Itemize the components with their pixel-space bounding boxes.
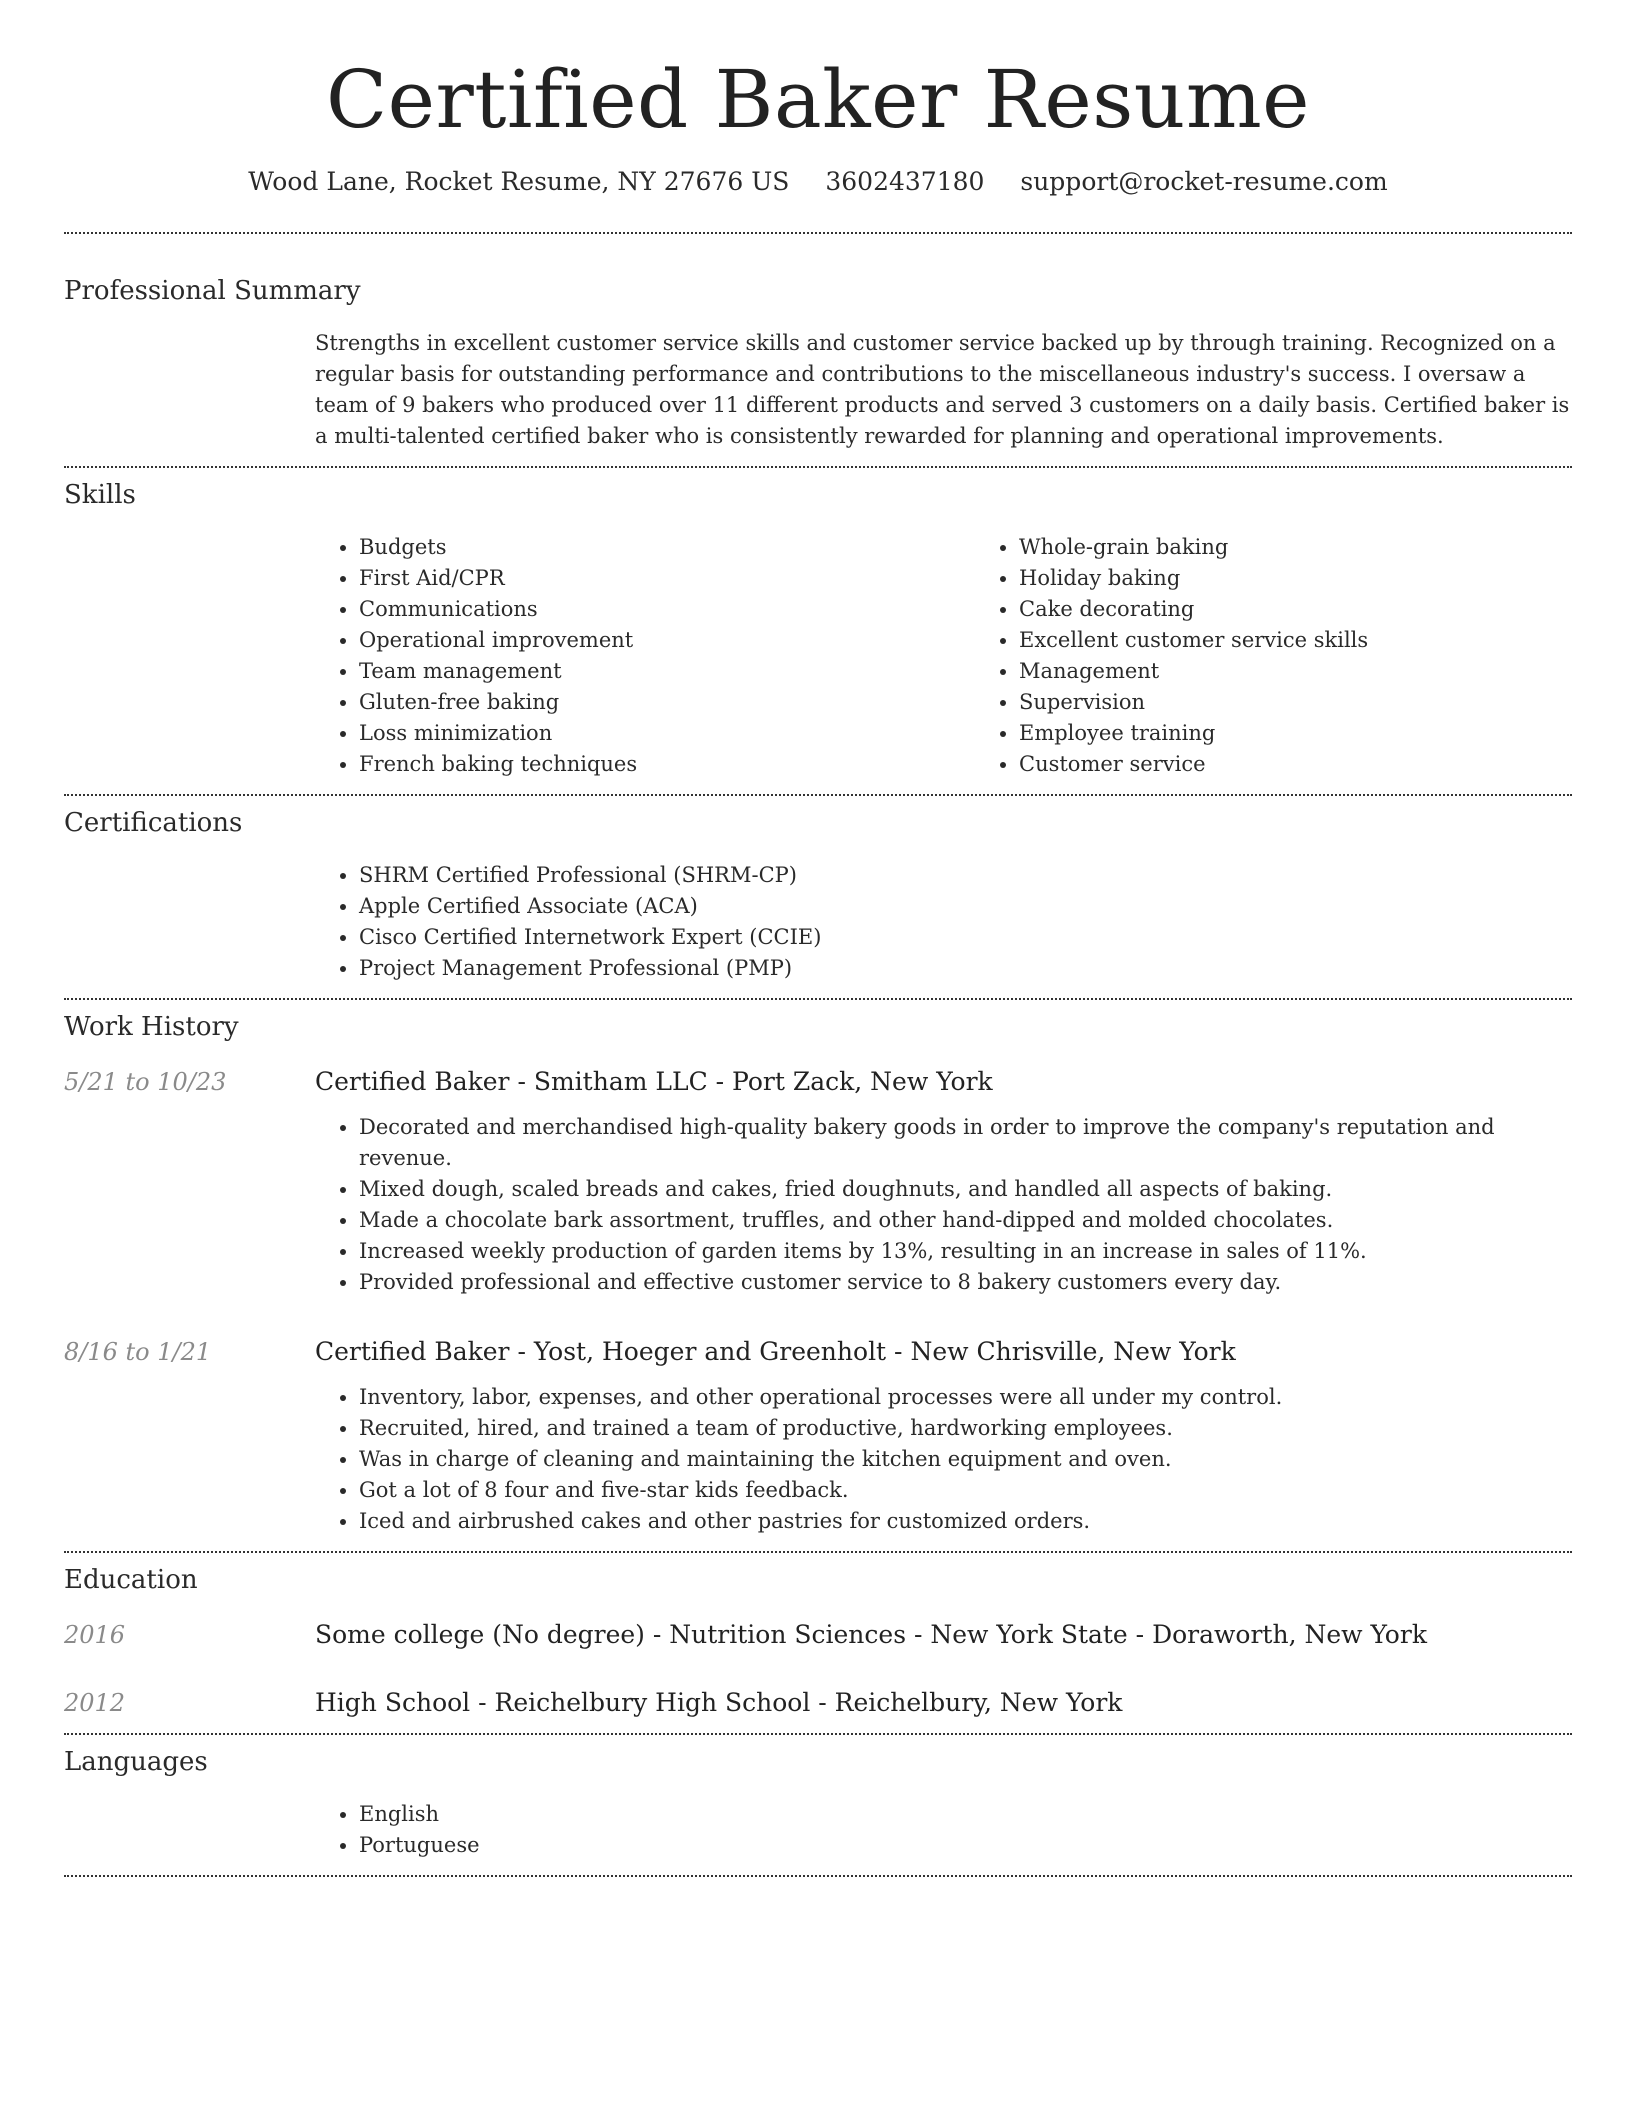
skill-item: • Employee training xyxy=(1019,718,1632,749)
job-dates: 8/16 to 1/21 xyxy=(64,1338,212,1366)
skill-item: • First Aid/CPR xyxy=(359,563,975,594)
languages-list xyxy=(315,1799,1572,1861)
education-section xyxy=(64,1553,1572,1733)
languages-heading: Languages xyxy=(64,1747,208,1777)
job-title: Certified Baker - Smitham LLC - Port Zack, New York xyxy=(315,1067,993,1096)
skill-item: • Operational improvement xyxy=(359,625,975,656)
education-year: 2012 xyxy=(64,1689,126,1717)
job-bullet: • Recruited, hired, and trained a team of productive, hardworking employees. xyxy=(359,1413,1572,1444)
resume-title: Certified Baker Resume xyxy=(325,53,1311,146)
section-divider xyxy=(64,1875,1572,1877)
skill-item: • French baking techniques xyxy=(359,749,975,780)
job-bullet: • Provided professional and effective customer service to 8 bakery customers every day. xyxy=(359,1267,1572,1298)
skills-heading: Skills xyxy=(64,480,136,510)
contact-address: Wood Lane, Rocket Resume, NY 27676 US xyxy=(248,167,790,196)
language-item: • English xyxy=(359,1799,1572,1830)
certifications-list xyxy=(315,860,1572,984)
skills-section xyxy=(64,468,1572,794)
skills-list-left xyxy=(315,532,975,780)
skill-item: • Holiday baking xyxy=(1019,563,1632,594)
job-bullet: • Decorated and merchandised high-quality bakery goods in order to improve the company's reputation and revenue. xyxy=(359,1112,1572,1174)
work-section xyxy=(64,1000,1572,1551)
skill-item: • Excellent customer service skills xyxy=(1019,625,1632,656)
certifications-section xyxy=(64,796,1572,998)
skills-list-right xyxy=(975,532,1632,780)
contact-phone: 3602437180 xyxy=(825,167,985,196)
skill-item: • Supervision xyxy=(1019,687,1632,718)
education-detail: High School - Reichelbury High School - Reichelbury, New York xyxy=(315,1688,1123,1717)
job-bullets xyxy=(315,1382,1572,1537)
certification-item: • SHRM Certified Professional (SHRM-CP) xyxy=(359,860,1572,891)
job-bullet: • Iced and airbrushed cakes and other pastries for customized orders. xyxy=(359,1506,1572,1537)
contact-line xyxy=(64,166,1572,198)
skill-item: • Gluten-free baking xyxy=(359,687,975,718)
job-bullets xyxy=(315,1112,1572,1298)
summary-section xyxy=(64,234,1572,466)
languages-section xyxy=(64,1735,1572,1875)
skill-item: • Communications xyxy=(359,594,975,625)
skill-item: • Loss minimization xyxy=(359,718,975,749)
education-detail: Some college (No degree) - Nutrition Sciences - New York State - Doraworth, New York xyxy=(315,1620,1427,1649)
certification-item: • Cisco Certified Internetwork Expert (CCIE) xyxy=(359,922,1572,953)
skill-item: • Whole-grain baking xyxy=(1019,532,1632,563)
skill-item: • Management xyxy=(1019,656,1632,687)
job-entry xyxy=(64,1066,1572,1298)
job-title: Certified Baker - Yost, Hoeger and Greenholt - New Chrisville, New York xyxy=(315,1337,1236,1366)
education-entry xyxy=(64,1687,1572,1719)
skill-item: • Budgets xyxy=(359,532,975,563)
certification-item: • Project Management Professional (PMP) xyxy=(359,953,1572,984)
job-bullet: • Mixed dough, scaled breads and cakes, fried doughnuts, and handled all aspects of baking. xyxy=(359,1174,1572,1205)
language-item: • Portuguese xyxy=(359,1830,1572,1861)
education-entry xyxy=(64,1619,1572,1651)
skill-item: • Customer service xyxy=(1019,749,1632,780)
summary-heading: Professional Summary xyxy=(64,276,361,306)
job-bullet: • Increased weekly production of garden items by 13%, resulting in an increase in sales of 11%. xyxy=(359,1236,1572,1267)
skill-item: • Team management xyxy=(359,656,975,687)
job-bullet: • Was in charge of cleaning and maintaining the kitchen equipment and oven. xyxy=(359,1444,1572,1475)
job-bullet: • Got a lot of 8 four and five-star kids feedback. xyxy=(359,1475,1572,1506)
summary-text: Strengths in excellent customer service skills and customer service backed up by through training. Recognized on a regular basis for outstanding performance and contributions to the miscellaneous industry's success. I oversaw a team of 9 bakers who produced over 11 different products and served 3 customers on a daily basis. Certified baker is a multi-talented certified baker who is consistently rewarded for planning and operational improvements. xyxy=(315,331,1570,448)
work-heading: Work History xyxy=(64,1012,239,1042)
job-bullet: • Inventory, labor, expenses, and other operational processes were all under my control. xyxy=(359,1382,1572,1413)
resume-page xyxy=(64,0,1572,1877)
certifications-heading: Certifications xyxy=(64,808,243,838)
certification-item: • Apple Certified Associate (ACA) xyxy=(359,891,1572,922)
job-bullet: • Made a chocolate bark assortment, truffles, and other hand-dipped and molded chocolates. xyxy=(359,1205,1572,1236)
skill-item: • Cake decorating xyxy=(1019,594,1632,625)
job-entry xyxy=(64,1336,1572,1537)
job-dates: 5/21 to 10/23 xyxy=(64,1068,227,1096)
education-year: 2016 xyxy=(64,1621,126,1649)
education-heading: Education xyxy=(64,1565,198,1595)
contact-email: support@rocket-resume.com xyxy=(1020,167,1388,196)
